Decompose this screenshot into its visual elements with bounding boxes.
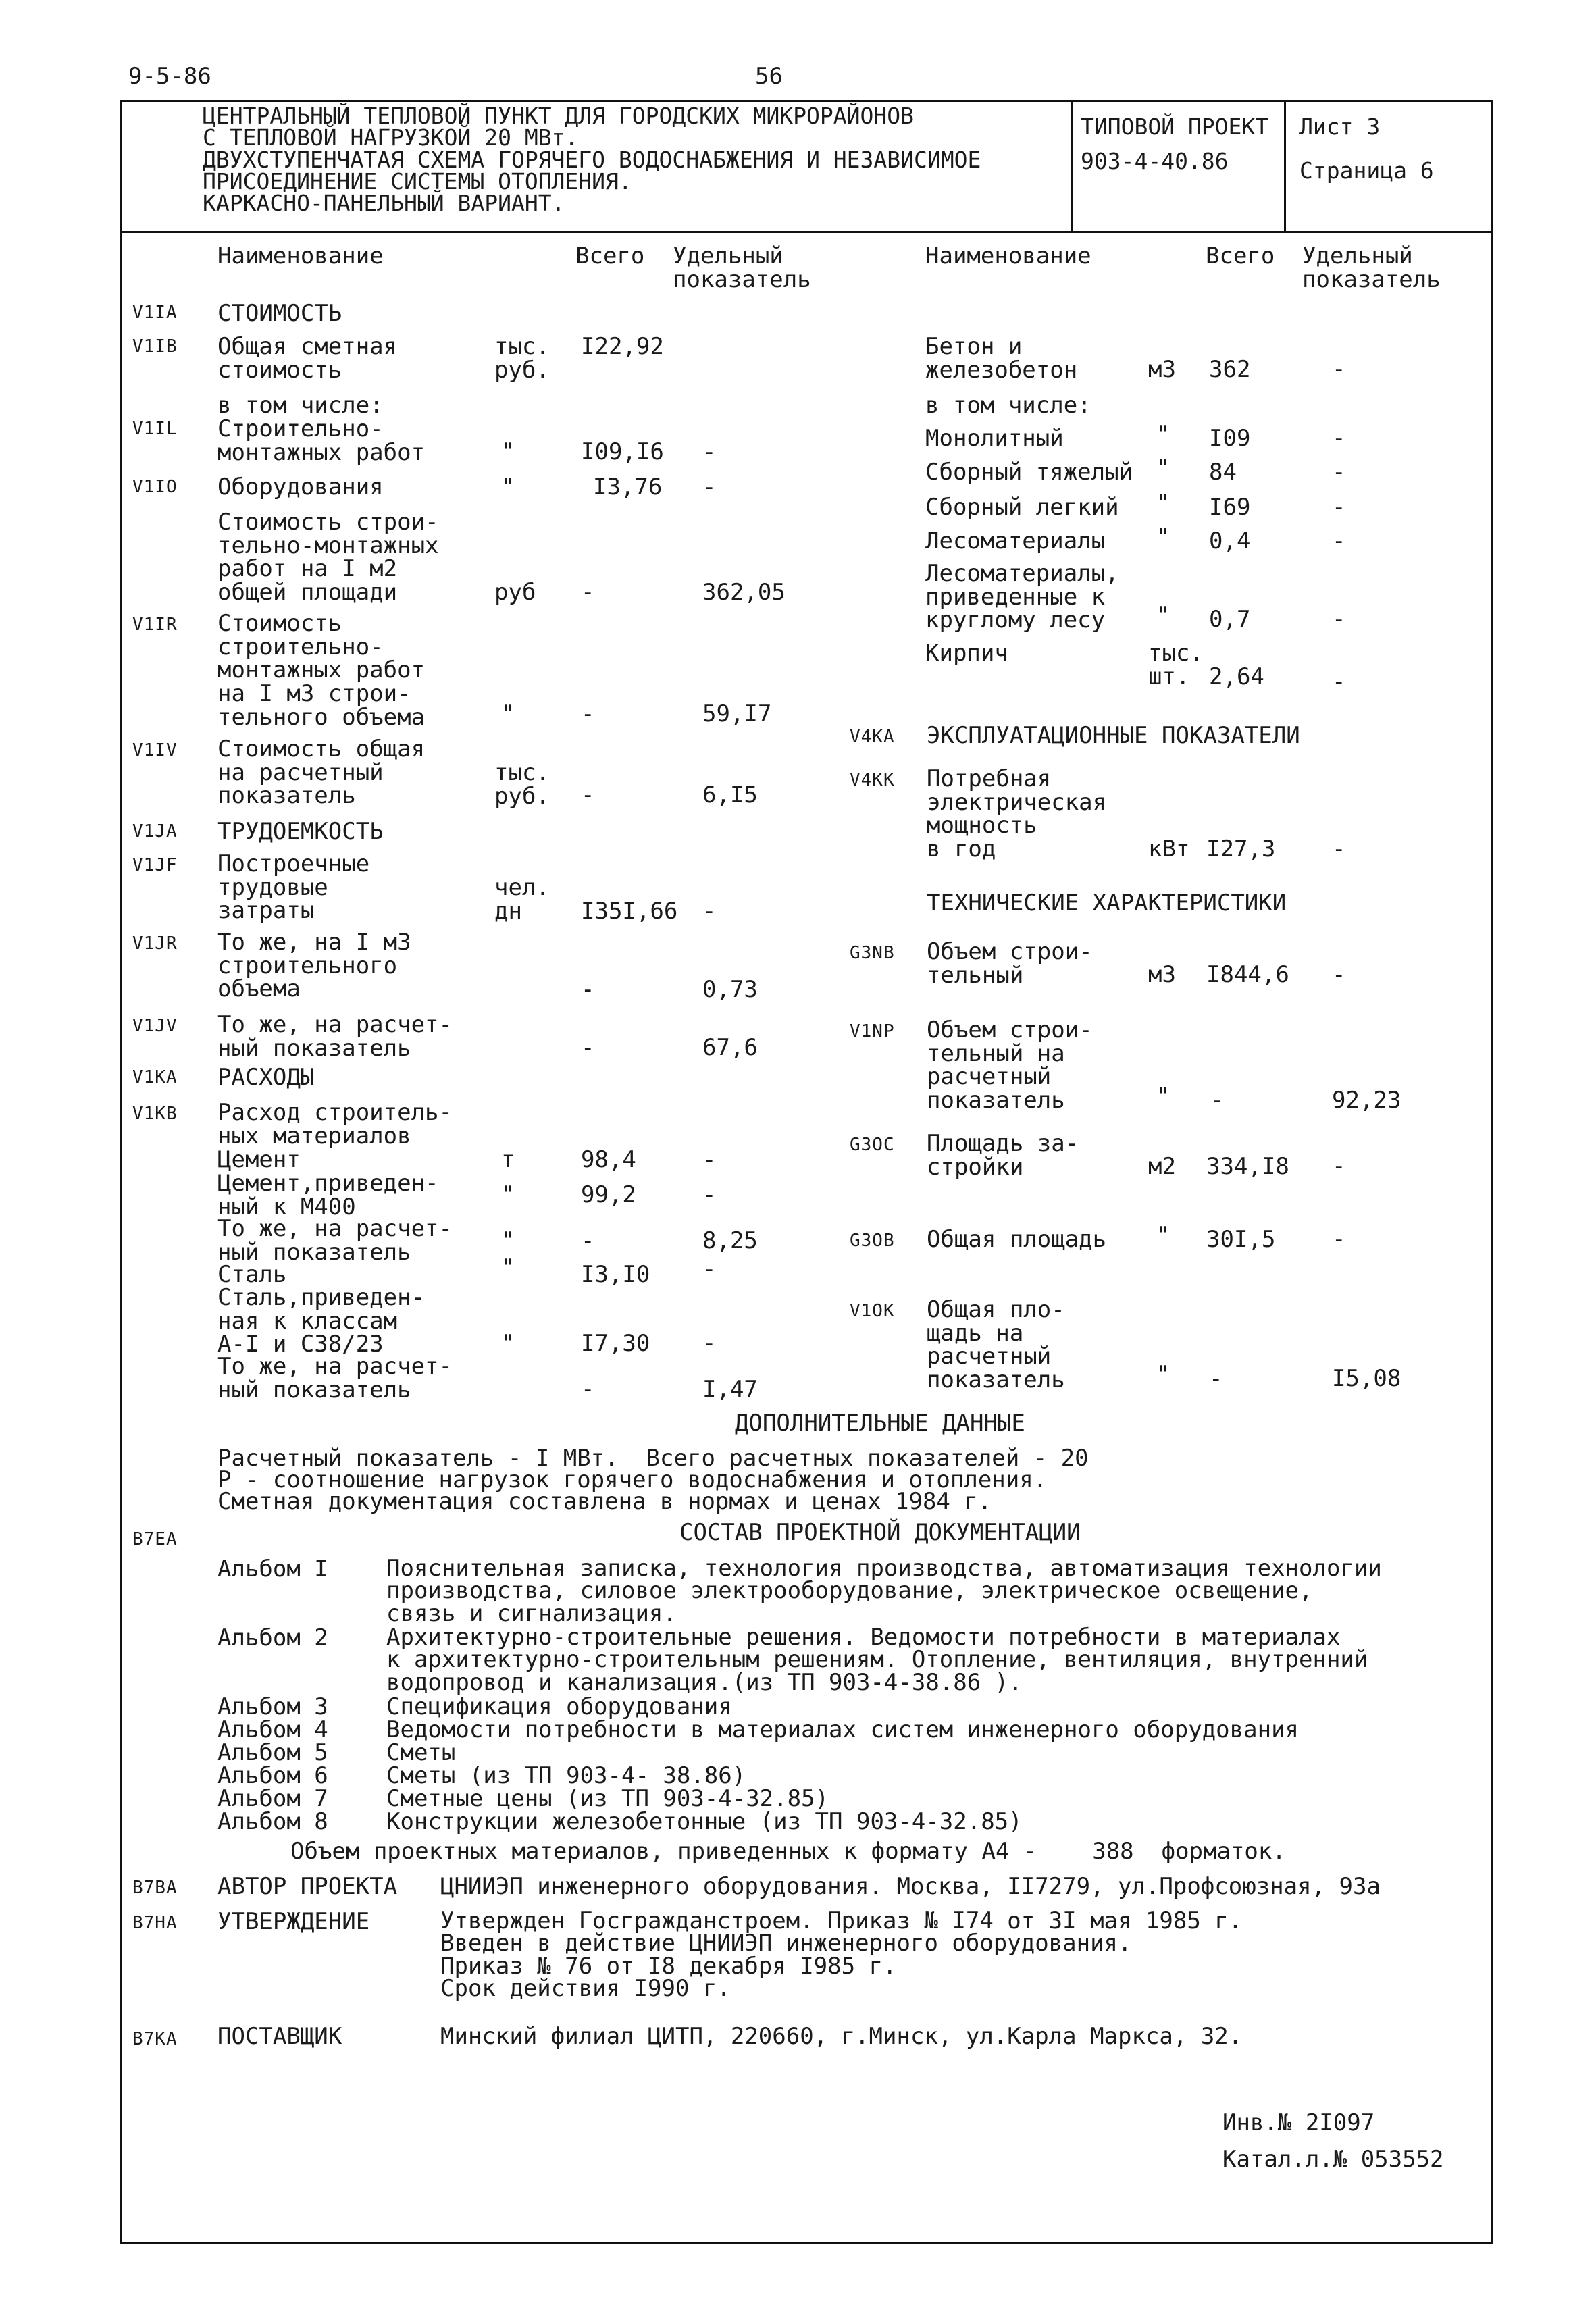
additional-line: Расчетный показатель - I МВт. Всего расчетных показателей - 20: [217, 1445, 1089, 1472]
supplier-text: Минский филиал ЦИТП, 220660, г.Минск, ул.Карла Маркса, 32.: [440, 2023, 1243, 2050]
section-heading: РАСХОДЫ: [217, 1064, 315, 1091]
row-unit: ": [501, 1254, 515, 1281]
row-code: V1NP: [850, 1021, 895, 1042]
section-code: B7EA: [132, 1529, 178, 1549]
row-unit: м2: [1148, 1153, 1176, 1180]
row-code: V1KA: [132, 1067, 178, 1087]
right-col-total-header: Всего: [1206, 242, 1275, 269]
title-divider-1: [1071, 100, 1073, 233]
left-col-name-header: Наименование: [217, 242, 384, 269]
row-name: Общая пло- щадь на расчетный показатель: [927, 1296, 1065, 1394]
row-total: I7,30: [581, 1330, 650, 1357]
album-text: Сметы: [386, 1739, 456, 1766]
footer-label: УТВЕРЖДЕНИЕ: [217, 1908, 370, 1935]
row-total: I3,I0: [581, 1261, 650, 1288]
row-name: Стоимость строи- тельно-монтажных работ на I м2 общей площади: [217, 509, 439, 607]
section-heading: СТОИМОСТЬ: [217, 300, 342, 327]
document-title: ЦЕНТРАЛЬНЫЙ ТЕПЛОВОЙ ПУНКТ ДЛЯ ГОРОДСКИХ МИКРОРАЙОНОВ С ТЕПЛОВОЙ НАГРУЗКОЙ 20 МВт. ДВУХСТУПЕНЧАТАЯ СХЕМА ГОРЯЧЕГО ВОДОСНАБЖЕНИЯ И НЕЗАВИСИМОЕ ПРИСОЕДИНЕНИЕ СИСТЕМЫ ОТОПЛЕНИЯ. КАРКАСНО-ПАНЕЛЬНЫЙ ВАРИАНТ.: [203, 103, 981, 217]
page-ref: 9-5-86: [128, 63, 211, 90]
row-code: B7BA: [132, 1878, 178, 1898]
album-label: Альбом 3: [217, 1693, 328, 1720]
project-label: ТИПОВОЙ ПРОЕКТ: [1081, 113, 1269, 140]
album-label: Альбом 7: [217, 1785, 328, 1812]
row-unit: тыс. шт.: [1148, 640, 1204, 690]
row-total: 30I,5: [1206, 1226, 1276, 1253]
row-total: -: [581, 1227, 595, 1254]
page-label: Страница 6: [1299, 157, 1434, 184]
row-unit: ": [1156, 523, 1170, 550]
row-name: в том числе:: [217, 392, 384, 419]
row-name: Бетон и железобетон: [925, 333, 1078, 384]
approval-text: Утвержден Госгражданстроем. Приказ № I74 от 3I мая 1985 г. Введен в действие ЦНИИЭП инженерного оборудования. Приказ № 76 от I8 декабря I985 г. Срок действия I990 г.: [440, 1907, 1243, 2002]
row-name: Стоимость общая на расчетный показатель: [217, 736, 426, 810]
row-total: 84: [1209, 459, 1237, 486]
row-unit: ": [1156, 421, 1170, 448]
album-label: Альбом 8: [217, 1808, 328, 1835]
row-specific: 59,I7: [702, 700, 772, 727]
catalog-number: Катал.л.№ 053552: [1222, 2146, 1444, 2173]
album-text: Пояснительная записка, технология производства, автоматизация технологии производства, силовое электрооборудование, электрическое освещение, связь и сигнализация.: [386, 1555, 1382, 1627]
row-specific: -: [702, 1146, 717, 1173]
row-specific: I5,08: [1332, 1365, 1401, 1392]
row-name: Стоимость строительно- монтажных работ на I м3 строи- тельного объема: [217, 610, 426, 731]
row-code: V1JF: [132, 855, 178, 875]
album-text: Сметы (из ТП 903-4- 38.86): [386, 1762, 746, 1789]
row-unit: ": [1156, 1222, 1170, 1249]
row-name: Сборный тяжелый: [925, 459, 1133, 486]
row-total: 0,4: [1209, 528, 1251, 555]
row-code: G3OB: [850, 1231, 895, 1251]
row-code: V1IO: [132, 477, 178, 497]
album-label: Альбом 6: [217, 1762, 328, 1789]
row-code: V1IA: [132, 303, 178, 323]
row-name: Сталь,приведен- ная к классам А-I и С38/23: [217, 1284, 426, 1358]
album-label: Альбом 5: [217, 1739, 328, 1766]
row-name: Сборный легкий: [925, 494, 1119, 521]
row-total: I27,3: [1206, 835, 1276, 863]
row-unit: м3: [1148, 356, 1176, 383]
row-specific: -: [702, 473, 717, 500]
row-code: V1IR: [132, 615, 178, 635]
row-name: Площадь за- стройки: [927, 1130, 1079, 1181]
row-specific: -: [1332, 606, 1346, 633]
row-total: 0,7: [1209, 606, 1251, 633]
row-total: 99,2: [581, 1181, 636, 1208]
row-code: V1JA: [132, 821, 178, 842]
composition-heading: СОСТАВ ПРОЕКТНОЙ ДОКУМЕНТАЦИИ: [679, 1519, 1081, 1546]
row-unit: тыс. руб.: [494, 333, 550, 384]
row-specific: -: [1332, 668, 1346, 695]
row-unit: ": [501, 438, 515, 465]
title-divider-2: [1284, 100, 1286, 233]
row-total: -: [581, 1376, 595, 1403]
row-unit: чел. дн: [494, 874, 550, 925]
row-total: I3,76: [593, 473, 663, 500]
inventory-number: Инв.№ 2I097: [1222, 2109, 1375, 2136]
row-name: Объем строи- тельный: [927, 938, 1093, 989]
row-specific: I,47: [702, 1376, 758, 1403]
row-code: V1IL: [132, 419, 178, 439]
row-unit: ": [1156, 455, 1170, 482]
row-specific: -: [1332, 1153, 1346, 1180]
row-name: Лесоматериалы: [925, 528, 1106, 555]
row-specific: 0,73: [702, 976, 758, 1003]
row-specific: 362,05: [702, 579, 786, 606]
row-name: То же, на расчет- ный показатель: [217, 1011, 453, 1062]
row-name: Построечные трудовые затраты: [217, 850, 370, 925]
row-specific: -: [702, 438, 717, 465]
row-code: V4KK: [850, 770, 895, 790]
row-code: B7HA: [132, 1913, 178, 1933]
row-specific: -: [1332, 1226, 1346, 1253]
row-total: I09,I6: [581, 438, 664, 465]
album-label: Альбом I: [217, 1555, 328, 1583]
footer-label: ПОСТАВЩИК: [217, 2023, 342, 2050]
row-unit: ": [501, 1330, 515, 1357]
row-total: 2,64: [1209, 663, 1264, 690]
row-specific: -: [1332, 425, 1346, 452]
right-col-name-header: Наименование: [925, 242, 1091, 269]
row-code: V1JR: [132, 933, 178, 954]
row-specific: 6,I5: [702, 781, 758, 808]
title-block-divider: [120, 231, 1493, 233]
section-heading: ЭКСПЛУАТАЦИОННЫЕ ПОКАЗАТЕЛИ: [927, 722, 1300, 749]
row-unit: ": [1156, 1083, 1170, 1110]
row-name: Монолитный: [925, 425, 1064, 452]
row-name: Цемент: [217, 1146, 301, 1173]
row-code: V4KA: [850, 727, 895, 747]
row-code: G3OC: [850, 1135, 895, 1155]
row-total: -: [581, 579, 595, 606]
row-unit: ": [1156, 602, 1170, 629]
row-name: Сталь: [217, 1261, 287, 1288]
row-name: Оборудования: [217, 473, 384, 500]
row-total: I22,92: [581, 333, 664, 360]
row-specific: -: [1332, 459, 1346, 486]
row-specific: -: [1332, 961, 1346, 988]
row-unit: ": [1156, 490, 1170, 517]
row-unit: ": [501, 700, 515, 727]
row-unit: ": [501, 473, 515, 500]
page-number: 56: [755, 63, 783, 90]
additional-line: Сметная документация составлена в нормах и ценах 1984 г.: [217, 1488, 992, 1515]
left-col-total-header: Всего: [575, 242, 645, 269]
footer-label: АВТОР ПРОЕКТА: [217, 1873, 398, 1900]
row-total: 362: [1209, 356, 1251, 383]
row-unit: м3: [1148, 961, 1176, 988]
row-specific: -: [1332, 835, 1346, 863]
row-code: V1OK: [850, 1301, 895, 1321]
author-text: ЦНИИЭП инженерного оборудования. Москва, II7279, ул.Профсоюзная, 93а: [440, 1873, 1381, 1900]
album-text: Архитектурно-строительные решения. Ведомости потребности в материалах к архитектурно-строительным решениям. Отопление, вентиляция, внутренний водопровод и канализация.(из ТП 903-4-38.86 ).: [386, 1624, 1368, 1696]
row-total: -: [1209, 1365, 1223, 1392]
album-text: Спецификация оборудования: [386, 1693, 732, 1720]
row-code: G3NB: [850, 943, 895, 963]
row-name: То же, на расчет- ный показатель: [217, 1215, 453, 1266]
row-code: V1KB: [132, 1104, 178, 1124]
row-name: То же, на расчет- ный показатель: [217, 1353, 453, 1404]
row-total: -: [581, 781, 595, 808]
row-unit: руб: [494, 579, 536, 606]
row-total: 98,4: [581, 1146, 636, 1173]
additional-heading: ДОПОЛНИТЕЛЬНЫЕ ДАННЫЕ: [735, 1410, 1025, 1437]
row-code: V1IV: [132, 740, 178, 761]
album-text: Конструкции железобетонные (из ТП 903-4-32.85): [386, 1808, 1023, 1835]
row-name: То же, на I м3 строительного объема: [217, 929, 411, 1003]
left-col-specific-header: Удельный показатель: [673, 242, 811, 293]
row-total: I69: [1209, 494, 1251, 521]
row-specific: 8,25: [702, 1227, 758, 1254]
row-total: -: [581, 976, 595, 1003]
row-name: Цемент,приведен- ный к М400: [217, 1170, 439, 1220]
row-unit: ": [501, 1227, 515, 1254]
row-code: B7KA: [132, 2029, 178, 2049]
additional-line: Р - соотношение нагрузок горячего водоснабжения и отопления.: [217, 1466, 1048, 1493]
row-specific: -: [702, 1330, 717, 1357]
row-unit: ": [1156, 1361, 1170, 1388]
row-total: -: [1210, 1087, 1225, 1114]
row-specific: 67,6: [702, 1034, 758, 1061]
row-name: Кирпич: [925, 640, 1008, 667]
row-unit: т: [501, 1146, 515, 1173]
row-name: Строительно- монтажных работ: [217, 415, 426, 466]
row-total: -: [581, 700, 595, 727]
row-name: Лесоматериалы, приведенные к круглому лесу: [925, 560, 1119, 634]
row-specific: -: [1332, 494, 1346, 521]
section-heading: ТЕХНИЧЕСКИЕ ХАРАКТЕРИСТИКИ: [927, 890, 1287, 917]
row-unit: кВт: [1148, 835, 1190, 863]
row-specific: 92,23: [1332, 1087, 1401, 1114]
row-total: 334,I8: [1206, 1153, 1289, 1180]
row-code: V1IB: [132, 336, 178, 357]
row-specific: -: [702, 1256, 717, 1283]
section-heading: ТРУДОЕМКОСТЬ: [217, 818, 384, 845]
row-total: I09: [1209, 425, 1251, 452]
album-label: Альбом 4: [217, 1716, 328, 1743]
row-name: в том числе:: [925, 392, 1091, 419]
sheet-label: Лист 3: [1299, 113, 1381, 140]
row-specific: -: [702, 1181, 717, 1208]
album-text: Сметные цены (из ТП 903-4-32.85): [386, 1785, 829, 1812]
row-name: Общая сметная стоимость: [217, 333, 398, 384]
row-total: I844,6: [1206, 961, 1289, 988]
row-specific: -: [1332, 356, 1346, 383]
right-col-specific-header: Удельный показатель: [1302, 242, 1441, 293]
project-number: 903-4-40.86: [1081, 148, 1229, 174]
row-specific: -: [1332, 528, 1346, 555]
row-unit: ": [501, 1181, 515, 1208]
album-label: Альбом 2: [217, 1624, 328, 1651]
row-name: Расход строитель- ных материалов: [217, 1099, 453, 1150]
row-name: Потребная электрическая мощность в год: [927, 765, 1107, 863]
row-total: -: [581, 1034, 595, 1061]
row-name: Объем строи- тельный на расчетный показатель: [927, 1017, 1093, 1114]
row-name: Общая площадь: [927, 1226, 1107, 1253]
row-total: I35I,66: [581, 898, 678, 925]
row-unit: тыс. руб.: [494, 759, 550, 810]
album-text: Ведомости потребности в материалах систем инженерного оборудования: [386, 1716, 1299, 1743]
row-code: V1JV: [132, 1016, 178, 1036]
volume-line: Объем проектных материалов, приведенных к формату А4 - 388 форматок.: [290, 1838, 1286, 1865]
row-specific: -: [702, 898, 717, 925]
